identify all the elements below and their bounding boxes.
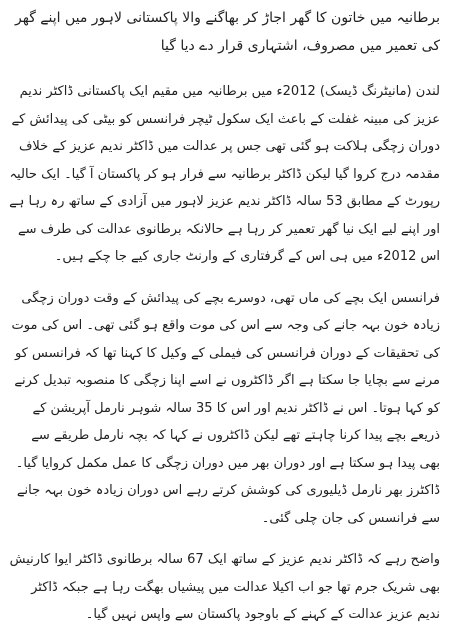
article-body	[8, 4, 440, 622]
article-paragraph-2: فرانسس ایک بچے کی ماں تھی، دوسرے بچے کی پیدائش کے وقت دوران زچگی زیادہ خون بہہ جانے کی وجہ سے اس کی موت واقع ہو گئی تھی۔ اس کی موت کی تحقیقات کے دوران فرانسس کی فیملی کے وکیل کا کہنا تھا کہ فرانسس کو مرنے سے بچایا جا سکتا ہے اگر ڈاکٹروں نے اسے اپنا زچگی کا منصوبہ تبدیل کرنے کو کہا ہوتا۔ اس نے ڈاکٹر ندیم اور اس کا 35 سالہ شوہر نارمل آپریشن کے ذریعے بچے پیدا کرنا چاہتے تھے لیکن ڈاکٹروں نے کہا کہ بچہ نارمل طریقے سے بھی پیدا ہو سکتا ہے اور دوران بھر میں دوران زچگی کا عمل مکمل کروایا گیا۔ ڈاکٹرز بھر نارمل ڈیلیوری کی کوشش کرتے رہے اس دوران زیادہ خون بہہ جانے سے فرانسس کی جان چلی گئی۔	[11, 290, 440, 526]
article-headline: برطانیہ میں خاتون کا گھر اجاڑ کر بھاگنے والا پاکستانی لاہور میں اپنے گھر کی تعمیر میں مصروف، اشتہاری قرار دے دیا گیا	[15, 10, 440, 54]
article-paragraph-3: واضح رہے کہ ڈاکٹر ندیم عزیز کے ساتھ ایک 67 سالہ برطانوی ڈاکٹر ایوا کارنیش بھی شریک جرم تھا جو اب اکیلا عدالت میں پیشیاں بھگت رہا ہے جبکہ ڈاکٹر ندیم عزیز عدالت کے کہنے کے باوجود پاکستان سے واپس نہیں گیا۔	[9, 552, 440, 622]
article-paragraph-1: لندن (مانیٹرنگ ڈیسک) 2012ء میں برطانیہ میں مقیم ایک پاکستانی ڈاکٹر ندیم عزیز کی مبینہ غفلت کے باعث ایک سکول ٹیچر فرانسس کو بیٹی کی پیدائش کے دوران زچگی ہلاکت ہو گئی تھی جس پر عدالت میں ڈاکٹر ندیم عزیز کے خلاف مقدمہ درج کروا گیا لیکن ڈاکٹر برطانیہ سے فرار ہو کر پاکستان آ گیا۔ ایک حالیہ رپورٹ کے مطابق 53 سالہ ڈاکٹر ندیم عزیز لاہور میں آزادی کے ساتھ رہ رہا ہے اور اپنے لیے ایک نیا گھر تعمیر کر رہا ہے حالانکہ برطانوی عدالت کی طرف سے اس 2012ء میں ہی اس کے گرفتاری کے وارنٹ جاری کیے جا چکے ہیں۔	[9, 84, 440, 264]
